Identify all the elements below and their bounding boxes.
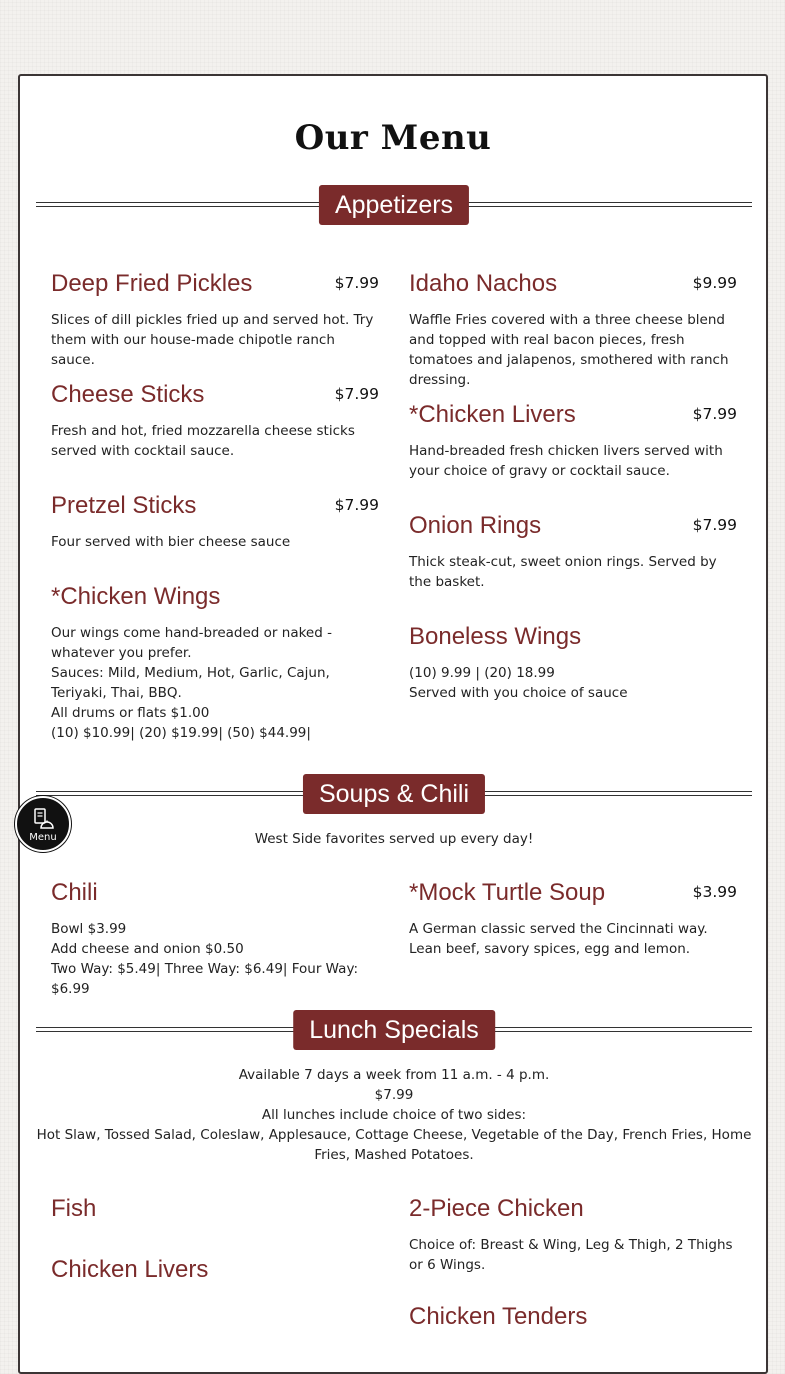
item-price: $9.99 [692,274,737,292]
item-name: 2-Piece Chicken [409,1195,584,1222]
item-description: Four served with bier cheese sauce [51,534,291,550]
item-description: A German classic served the Cincinnati way. Lean beef, savory spices, egg and lemon. [409,921,708,957]
section-header-appetizers [36,185,752,225]
item-name: Idaho Nachos [409,270,558,297]
menu-item [51,380,379,461]
item-name: Boneless Wings [409,623,582,650]
item-price: $7.99 [692,516,737,534]
menu-item [51,1194,379,1224]
item-price: $7.99 [334,274,379,292]
item-price: $7.99 [692,405,737,423]
menu-item [409,878,737,959]
item-name: *Chicken Livers [409,401,576,428]
item-name: Chili [51,879,98,906]
item-name: Deep Fried Pickles [51,270,253,297]
menu-item [51,1255,379,1285]
menu-button-label: Menu [29,832,57,843]
item-name: Chicken Tenders [409,1303,588,1330]
item-description: Bowl $3.99 Add cheese and onion $0.50 Two Way: $5.49| Three Way: $6.49| Four Way: $6.99 [51,921,358,997]
item-description: Hand-breaded fresh chicken livers served with your choice of gravy or cocktail sauce. [409,443,723,479]
menu-card [18,74,768,1374]
item-name: Pretzel Sticks [51,492,197,519]
item-description: Fresh and hot, fried mozzarella cheese sticks served with cocktail sauce. [51,423,355,459]
section-intro: Available 7 days a week from 11 a.m. - 4 p.m. $7.99 All lunches include choice of two sides: Hot Slaw, Tossed Salad, Coleslaw, Applesauce, Cottage Cheese, Vegetable of the Day, French Fries, Home Fries, Mashed Potatoes. [36,1067,752,1163]
page-title: Our Menu [294,118,492,158]
menu-item [51,878,379,999]
menu-item [51,491,379,552]
item-price: $7.99 [334,385,379,403]
item-description: Waffle Fries covered with a three cheese blend and topped with real bacon pieces, fresh tomatoes and jalapenos, smothered with ranch dressing. [409,312,729,388]
item-description: Our wings come hand-breaded or naked - whatever you prefer. Sauces: Mild, Medium, Hot, Garlic, Cajun, Teriyaki, Thai, BBQ. All drums or flats $1.00 (10) $10.99| (20) $19.99| (50) $44.99| [51,625,332,741]
section-label: Soups & Chili [303,774,485,814]
item-description: Thick steak-cut, sweet onion rings. Served by the basket. [409,554,717,590]
item-price: $7.99 [334,496,379,514]
section-header-soups [36,774,752,814]
item-name: *Mock Turtle Soup [409,879,606,906]
menu-item [409,511,737,592]
menu-item [409,400,737,481]
section-label: Appetizers [319,185,469,225]
item-description: Slices of dill pickles fried up and served hot. Try them with our house-made chipotle ranch sauce. [51,312,374,368]
item-name: Fish [51,1195,97,1222]
section-header-lunch [36,1010,752,1050]
item-name: Onion Rings [409,512,542,539]
menu-item [409,1302,737,1332]
menu-item [409,622,737,703]
item-name: *Chicken Wings [51,583,221,610]
item-name: Chicken Livers [51,1256,209,1283]
menu-book-icon [31,807,55,831]
section-label: Lunch Specials [293,1010,495,1050]
item-description: Choice of: Breast & Wing, Leg & Thigh, 2 Thighs or 6 Wings. [409,1237,733,1273]
item-name: Cheese Sticks [51,381,205,408]
menu-item [409,1194,737,1275]
section-intro: West Side favorites served up every day! [254,831,534,847]
menu-item [51,269,379,370]
menu-item [409,269,737,390]
menu-button[interactable] [15,796,71,852]
item-price: $3.99 [692,883,737,901]
menu-item [51,582,379,743]
item-description: (10) 9.99 | (20) 18.99 Served with you choice of sauce [409,665,628,701]
